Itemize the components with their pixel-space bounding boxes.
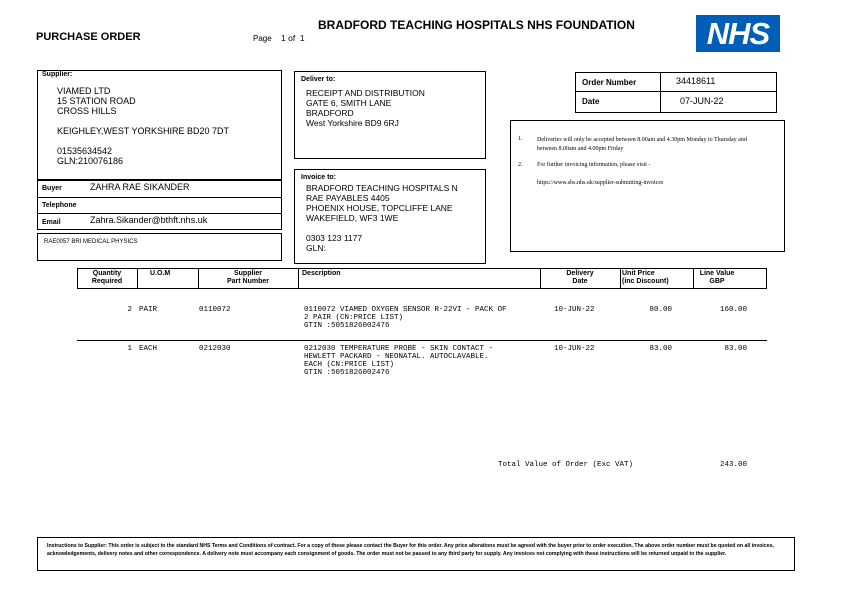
invoice-to-line: RAE PAYABLES 4405 xyxy=(306,193,390,203)
row-1-part-number: 0110072 xyxy=(199,306,231,314)
header-line-value: Line Value GBP xyxy=(699,270,735,285)
order-number-label: Order Number xyxy=(582,78,637,87)
total-value: 243.00 xyxy=(719,461,747,469)
row-2-uom: EACH xyxy=(139,345,158,353)
department-box xyxy=(37,233,282,261)
invoice-to-line: 0303 123 1177 xyxy=(306,233,363,243)
row-2-delivery-date: 10-JUN-22 xyxy=(554,345,595,353)
row-2-quantity: 1 xyxy=(127,345,132,353)
invoice-to-address xyxy=(306,183,458,253)
supplier-address-line: CROSS HILLS xyxy=(57,106,117,116)
deliver-to-label: Deliver to: xyxy=(301,76,336,83)
order-date-value: 07-JUN-22 xyxy=(680,96,724,106)
nhs-logo: NHS xyxy=(696,15,780,52)
email-label: Email xyxy=(42,219,61,226)
department-reference: RAE0057 BRI MEDICAL PHYSICS xyxy=(44,239,138,245)
note-1-number: 1. xyxy=(518,136,523,142)
invoice-to-line xyxy=(306,223,458,233)
invoice-info-link[interactable]: https://www.sbs.nhs.uk/supplier-submitting-invoices xyxy=(537,180,664,186)
row-1-description: 0110072 VIAMED OXYGEN SENSOR R-22VI - PACK OF 2 PAIR (CN:PRICE LIST) GTIN :5051826002476 xyxy=(304,306,507,330)
invoice-to-label: Invoice to: xyxy=(301,174,337,181)
document-title: PURCHASE ORDER xyxy=(36,31,141,43)
row-2-part-number: 0212030 xyxy=(199,345,231,353)
supplier-label: Supplier: xyxy=(42,71,73,78)
header-description: Description xyxy=(302,270,341,277)
total-label: Total Value of Order (Exc VAT) xyxy=(498,461,634,469)
page-label: Page xyxy=(253,34,272,43)
invoice-to-line: PHOENIX HOUSE, TOPCLIFFE LANE xyxy=(306,203,453,213)
supplier-address-line: GLN:210076186 xyxy=(57,156,124,166)
deliver-to-line: GATE 6, SMITH LANE xyxy=(306,98,392,108)
row-separator xyxy=(77,340,767,341)
buyer-label: Buyer xyxy=(42,185,62,192)
header-unit-price: Unit Price (inc Discount) xyxy=(622,270,669,285)
row-2-line-value: 83.00 xyxy=(724,345,747,353)
note-2-number: 2. xyxy=(518,162,523,168)
note-1-text: Deliveries will only be accepted between 8.00am and 4.30pm Monday to Thursday and between 8.00am and 4.00pm Friday xyxy=(537,137,747,152)
supplier-address-line: VIAMED LTD xyxy=(57,86,111,96)
telephone-label: Telephone xyxy=(42,202,77,209)
header-uom: U.O.M xyxy=(150,270,171,277)
invoice-to-line: BRADFORD TEACHING HOSPITALS N xyxy=(306,183,458,193)
email-value[interactable]: Zahra.Sikander@bthft.nhs.uk xyxy=(90,215,208,225)
organisation-name: BRADFORD TEACHING HOSPITALS NHS FOUNDATION xyxy=(318,18,635,32)
deliver-to-address xyxy=(306,88,425,128)
invoice-to-line: WAKEFIELD, WF3 1WE xyxy=(306,213,399,223)
supplier-address-line: 01535634542 xyxy=(57,146,113,156)
row-1-unit-price: 80.00 xyxy=(649,306,672,314)
supplier-address-line: 15 STATION ROAD xyxy=(57,96,136,106)
order-date-label: Date xyxy=(582,97,600,106)
order-number-value: 34418611 xyxy=(676,76,716,86)
row-1-line-value: 160.00 xyxy=(719,306,747,314)
deliver-to-line: BRADFORD xyxy=(306,108,354,118)
supplier-instructions: Instructions to Supplier: This order is subject to the standard NHS Terms and Conditions of contract. For a copy of these please contact the Buyer for this order. Any price alterations must be agreed with the buyer prior to order execution. The above order number must be quoted on all invoices, acknowledgements, delivery notes and other correspondence. A delivery note must accompany each consignment of goods. The order must not be passed to any third party for supply. Any invoices not complying with these instructions will be returned unpaid to the supplier. xyxy=(47,543,774,557)
row-2-description: 0212030 TEMPERATURE PROBE - SKIN CONTACT - HEWLETT PACKARD - NEONATAL. AUTOCLAVABLE. EACH (CN:PRICE LIST) GTIN :5051826002476 xyxy=(304,345,494,377)
row-1-uom: PAIR xyxy=(139,306,158,314)
deliver-to-line: RECEIPT AND DISTRIBUTION xyxy=(306,88,425,98)
header-delivery-date: Delivery Date xyxy=(566,270,594,285)
page-number: 1 of 1 xyxy=(281,33,305,43)
row-2-unit-price: 83.00 xyxy=(649,345,672,353)
row-1-quantity: 2 xyxy=(127,306,132,314)
deliver-to-line: West Yorkshire BD9 6RJ xyxy=(306,118,399,128)
note-2-text: For further invoicing information, please visit - xyxy=(537,162,651,168)
header-quantity: Quantity Required xyxy=(91,270,123,285)
row-1-delivery-date: 10-JUN-22 xyxy=(554,306,595,314)
header-part-number: Supplier Part Number xyxy=(226,270,269,285)
invoice-to-line: GLN: xyxy=(306,243,326,253)
supplier-address-line xyxy=(57,136,229,146)
supplier-address xyxy=(57,86,229,166)
supplier-address-line: KEIGHLEY,WEST YORKSHIRE BD20 7DT xyxy=(57,126,230,136)
supplier-address-line xyxy=(57,116,229,126)
buyer-name: ZAHRA RAE SIKANDER xyxy=(90,182,190,192)
